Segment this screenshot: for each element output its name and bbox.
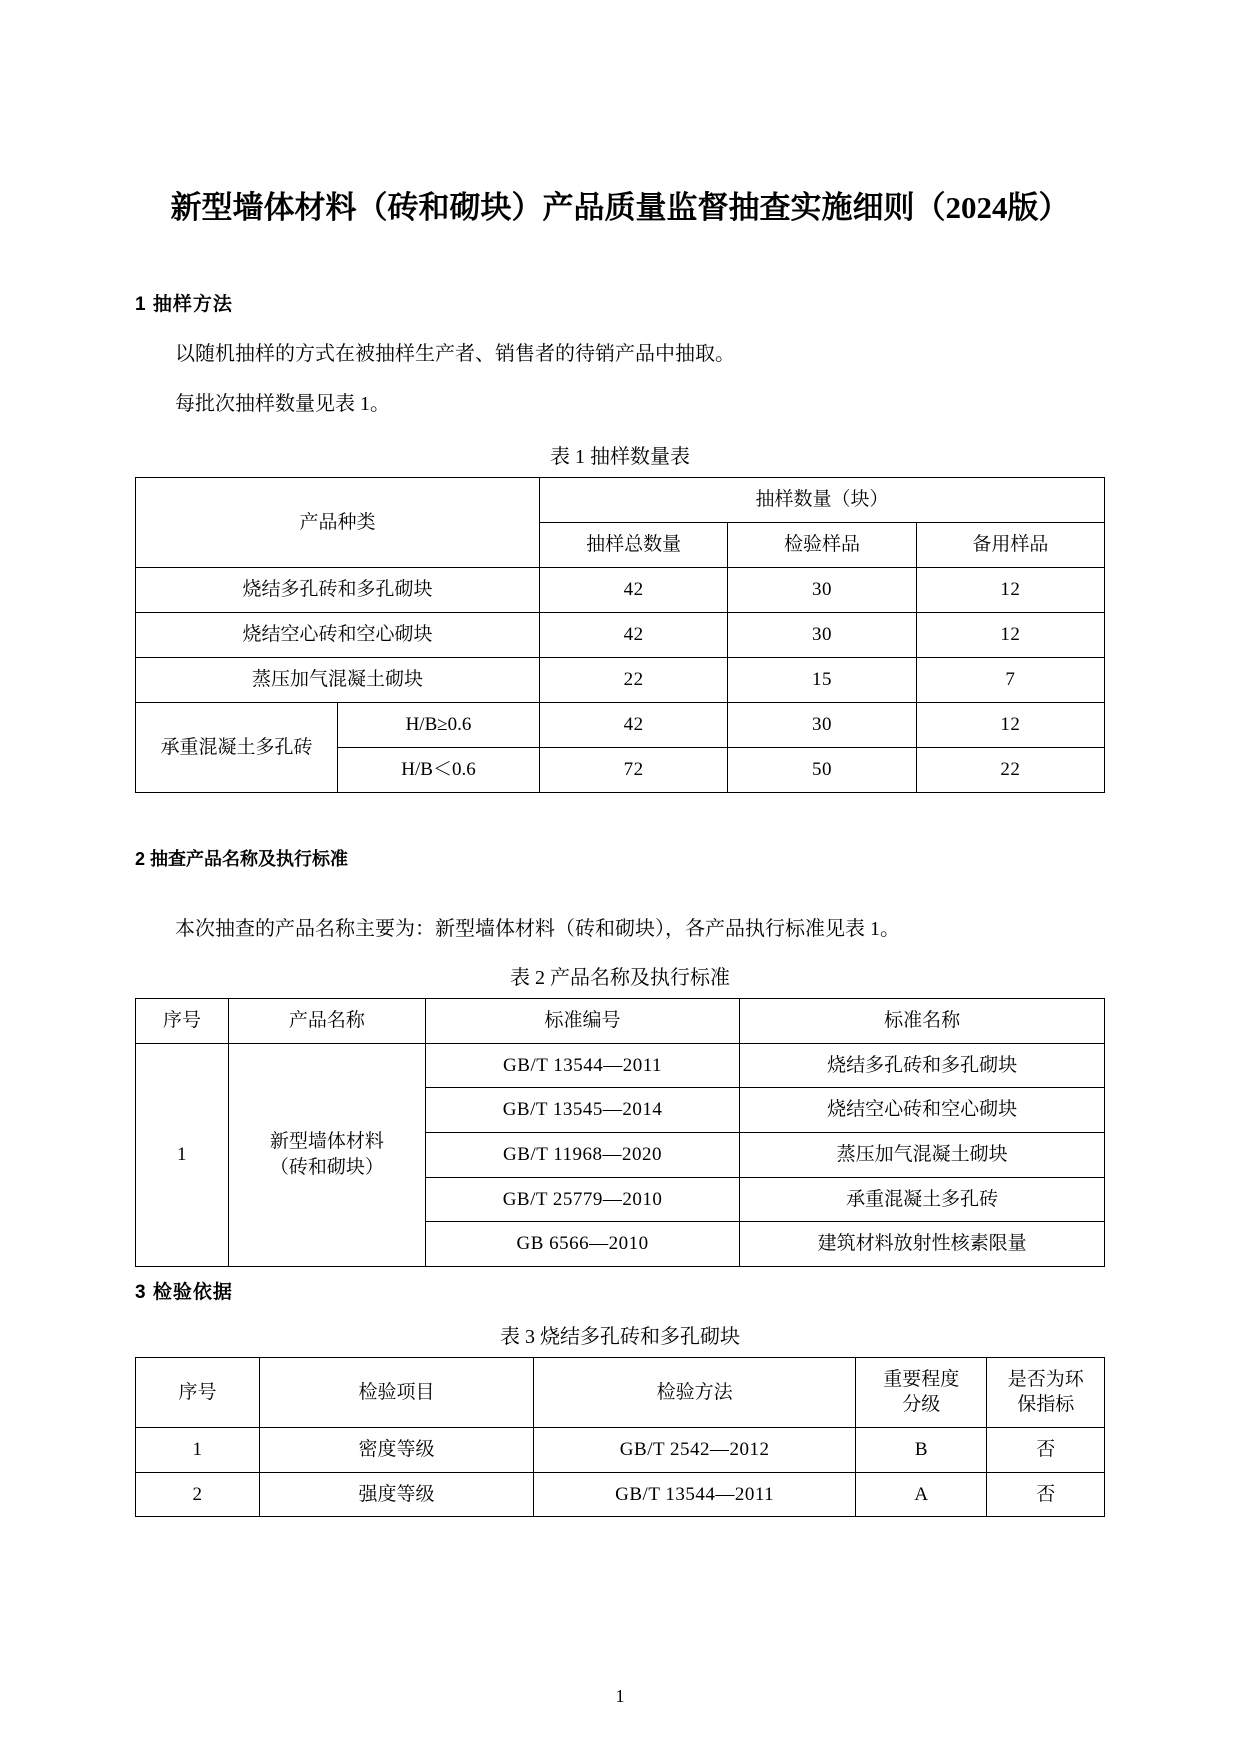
table2-header-no: 序号 (136, 998, 229, 1043)
page-number: 1 (615, 1686, 625, 1706)
table1-cell-total: 72 (540, 747, 728, 792)
table2-cell-code: GB/T 13544—2011 (425, 1043, 739, 1088)
table3-header-no: 序号 (136, 1357, 260, 1427)
table1-header-spare-sample: 备用样品 (916, 522, 1104, 567)
table1-header-test-sample: 检验样品 (728, 522, 916, 567)
table1-cell-total: 22 (540, 657, 728, 702)
table3-cell-item: 密度等级 (259, 1428, 533, 1473)
table1-cell-spare: 7 (916, 657, 1104, 702)
table2-header-product-name: 产品名称 (229, 998, 426, 1043)
table-row (136, 998, 1105, 1043)
table3-header-env-line2: 保指标 (1017, 1394, 1075, 1416)
table3-caption: 表 3 烧结多孔砖和多孔砌块 (500, 1325, 740, 1348)
table2-cell-product-name (229, 1043, 426, 1266)
table2-cell-name: 烧结空心砖和空心砌块 (740, 1088, 1105, 1133)
table3-header-grade-line1: 重要程度 (883, 1368, 960, 1390)
page-title: 新型墙体材料（砖和砌块）产品质量监督抽查实施细则（2024版） (170, 190, 1070, 225)
table1-cell-product: 蒸压加气混凝土砌块 (136, 657, 540, 702)
table1-cell-spare: 12 (916, 702, 1104, 747)
table1-cell-sub: H/B＜0.6 (338, 747, 540, 792)
table3-header-method: 检验方法 (534, 1357, 856, 1427)
table3-cell-method: GB/T 13544—2011 (534, 1472, 856, 1517)
table3-cell-grade: B (856, 1428, 987, 1473)
table1-caption: 表 1 抽样数量表 (550, 445, 690, 468)
table1-cell-spare: 12 (916, 612, 1104, 657)
table-row (136, 1357, 1105, 1427)
product-standard-table (135, 998, 1105, 1267)
table-row (136, 702, 1105, 747)
table3-header-item: 检验项目 (259, 1357, 533, 1427)
table1-cell-product: 烧结多孔砖和多孔砌块 (136, 567, 540, 612)
table-row (136, 612, 1105, 657)
table3-cell-grade: A (856, 1472, 987, 1517)
section-heading-3: 3 检验依据 (135, 1281, 233, 1303)
table2-cell-code: GB/T 13545—2014 (425, 1088, 739, 1133)
table1-cell-sub: H/B≥0.6 (338, 702, 540, 747)
table3-cell-env: 否 (987, 1428, 1105, 1473)
inspection-basis-table (135, 1357, 1105, 1518)
table3-cell-no: 1 (136, 1428, 260, 1473)
table2-product-name-line2: （砖和砌块） (269, 1156, 384, 1178)
table1-cell-test: 50 (728, 747, 916, 792)
table3-header-env (987, 1357, 1105, 1427)
table-row (136, 1043, 1105, 1088)
table-row (136, 1428, 1105, 1473)
section1-paragraph-2: 每批次抽样数量见表 1。 (175, 392, 390, 415)
table3-cell-item: 强度等级 (259, 1472, 533, 1517)
table2-cell-code: GB 6566—2010 (425, 1222, 739, 1267)
table1-cell-product: 烧结空心砖和空心砌块 (136, 612, 540, 657)
table3-header-grade-line2: 分级 (902, 1394, 941, 1416)
table2-header-standard-code: 标准编号 (425, 998, 739, 1043)
table2-cell-name: 承重混凝土多孔砖 (740, 1177, 1105, 1222)
table1-header-group: 抽样数量（块） (540, 477, 1105, 522)
table2-cell-code: GB/T 25779—2010 (425, 1177, 739, 1222)
table3-cell-env: 否 (987, 1472, 1105, 1517)
table3-header-env-line1: 是否为环 (1007, 1368, 1084, 1390)
table1-cell-spare: 12 (916, 567, 1104, 612)
table2-cell-code: GB/T 11968—2020 (425, 1132, 739, 1177)
table2-product-name-line1: 新型墙体材料 (269, 1131, 384, 1153)
section-heading-2: 2 抽查产品名称及执行标准 (135, 848, 349, 869)
table2-cell-name: 烧结多孔砖和多孔砌块 (740, 1043, 1105, 1088)
table3-cell-method: GB/T 2542—2012 (534, 1428, 856, 1473)
table1-header-total: 抽样总数量 (540, 522, 728, 567)
table1-cell-total: 42 (540, 702, 728, 747)
sampling-quantity-table (135, 477, 1105, 793)
table1-cell-test: 30 (728, 567, 916, 612)
table-row (136, 657, 1105, 702)
table1-cell-test: 30 (728, 702, 916, 747)
table1-header-product-type: 产品种类 (136, 477, 540, 567)
section2-paragraph-1: 本次抽查的产品名称主要为：新型墙体材料（砖和砌块），各产品执行标准见表 1。 (175, 917, 900, 940)
table-row (136, 477, 1105, 522)
table2-cell-name: 蒸压加气混凝土砌块 (740, 1132, 1105, 1177)
table1-cell-test: 30 (728, 612, 916, 657)
table3-cell-no: 2 (136, 1472, 260, 1517)
table1-cell-total: 42 (540, 567, 728, 612)
table1-cell-total: 42 (540, 612, 728, 657)
table2-cell-no: 1 (136, 1043, 229, 1266)
table-row (136, 567, 1105, 612)
table2-cell-name: 建筑材料放射性核素限量 (740, 1222, 1105, 1267)
section1-paragraph-1: 以随机抽样的方式在被抽样生产者、销售者的待销产品中抽取。 (175, 342, 735, 365)
table-row (136, 1472, 1105, 1517)
table3-header-grade (856, 1357, 987, 1427)
table2-header-standard-name: 标准名称 (740, 998, 1105, 1043)
table1-cell-test: 15 (728, 657, 916, 702)
table1-cell-spare: 22 (916, 747, 1104, 792)
table1-cell-product-merged: 承重混凝土多孔砖 (136, 702, 338, 792)
section-heading-1: 1 抽样方法 (135, 293, 233, 315)
table2-caption: 表 2 产品名称及执行标准 (510, 966, 730, 989)
